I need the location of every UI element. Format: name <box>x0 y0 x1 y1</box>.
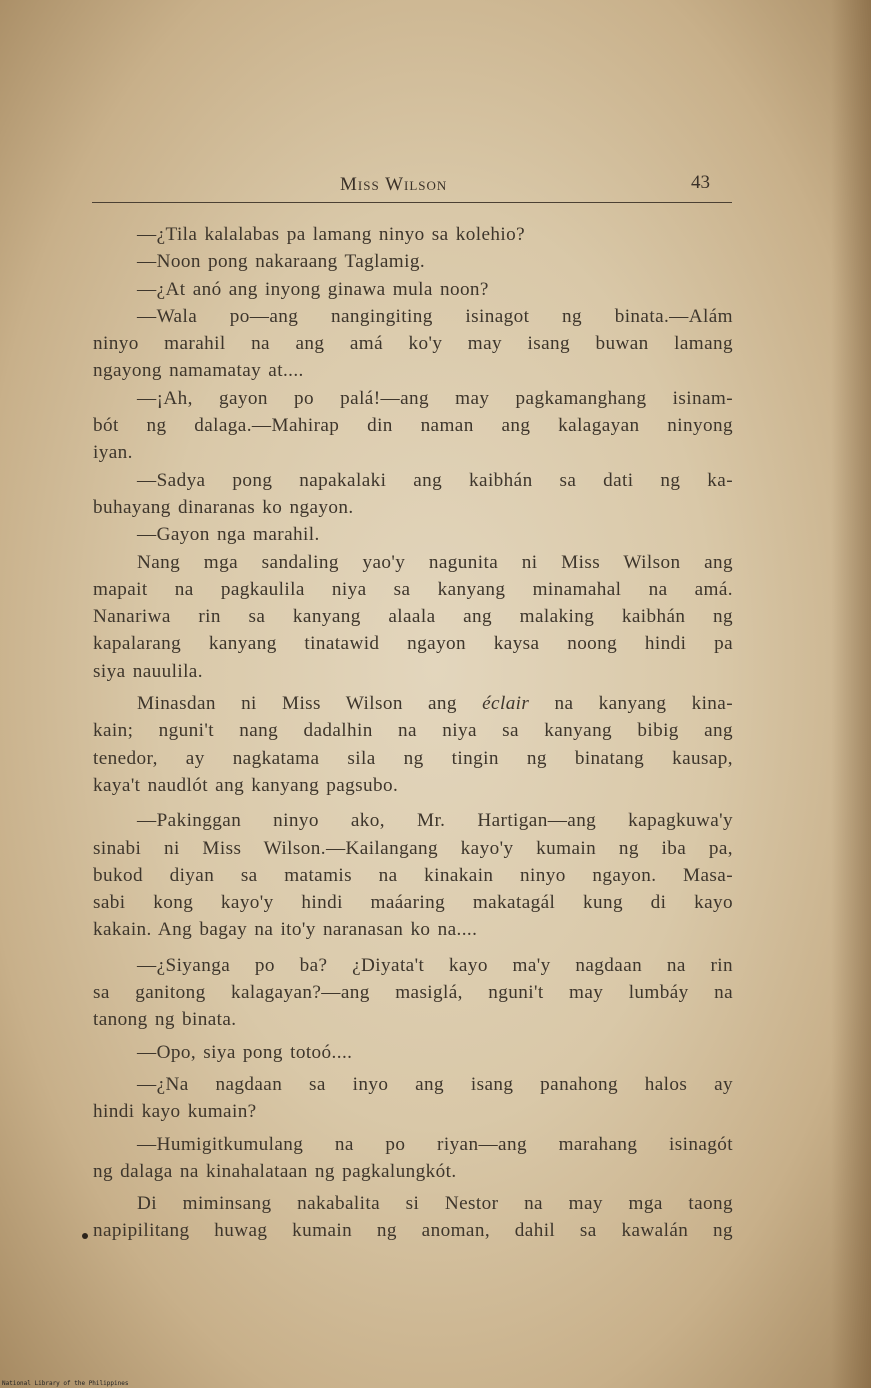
text-line: —¿Na nagdaan sa inyo ang isang panahong halos ay <box>137 1073 733 1095</box>
paragraph <box>93 952 733 1034</box>
text-line: —¡Ah, gayon po palá!—ang may pagkamanghang isinam- <box>137 387 733 409</box>
text-line: tenedor, ay nagkatama sila ng tingin ng binatang kausap, <box>93 747 733 769</box>
text-line: Nanariwa rin sa kanyang alaala ang malaking kaibhán ng <box>93 606 733 628</box>
paragraph <box>93 1039 733 1066</box>
paragraph <box>93 1071 733 1126</box>
text-line: sinabi ni Miss Wilson.—Kailangang kayo'y kumain ng iba pa, <box>93 837 733 859</box>
running-header <box>92 168 732 203</box>
text-line: —Opo, siya pong totoó.... <box>137 1041 353 1063</box>
text-line: ngayong namamatay at.... <box>93 360 304 382</box>
text-line: —¿Siyanga po ba? ¿Diyata't kayo ma'y nagdaan na rin <box>137 954 733 976</box>
text-line: Nang mga sandaling yao'y nagunita ni Miss Wilson ang <box>137 551 733 573</box>
page-number: 43 <box>691 172 710 193</box>
paragraph <box>93 1190 733 1245</box>
text-line: buhayang dinaranas ko ngayon. <box>93 496 354 518</box>
text-line: —¿At anó ang inyong ginawa mula noon? <box>137 278 489 300</box>
text-line: —Pakinggan ninyo ako, Mr. Hartigan—ang kapagkuwa'y <box>137 810 733 832</box>
text-line: ng dalaga na kinahalataan ng pagkalungkót. <box>93 1160 457 1182</box>
paragraph <box>93 1131 733 1186</box>
text-line: —Gayon nga marahil. <box>137 524 320 546</box>
text-line: iyan. <box>93 442 133 464</box>
paragraph <box>93 521 733 548</box>
text-line: kaya't naudlót ang kanyang pagsubo. <box>93 774 399 796</box>
text-line: Di miminsang nakabalita si Nestor na may mga taong <box>137 1193 733 1215</box>
paragraph <box>93 248 733 275</box>
text-line: —Wala po—ang nangingiting isinagot ng binata.—Alám <box>137 305 733 327</box>
text-line: —Noon pong nakaraang Taglamig. <box>137 251 426 273</box>
library-footer: National Library of the Philippines <box>2 1380 129 1387</box>
text-line: —Humigitkumulang na po riyan—ang marahang isinagót <box>137 1133 733 1155</box>
text-line: mapait na pagkaulila niya sa kanyang minamahal na amá. <box>93 578 733 600</box>
paragraph <box>93 690 733 799</box>
text-line: —Sadya pong napakalaki ang kaibhán sa dati ng ka- <box>137 469 733 491</box>
text-line: —¿Tila kalalabas pa lamang ninyo sa kolehio? <box>137 224 526 245</box>
text-line: kapalarang kanyang tinatawid ngayon kaysa noong hindi pa <box>93 633 733 655</box>
text-line: tanong ng binata. <box>93 1009 237 1031</box>
text-line: ninyo marahil na ang amá ko'y may isang buwan lamang <box>93 333 733 355</box>
page-text <box>93 221 733 1245</box>
text-line: siya nauulila. <box>93 660 203 682</box>
text-line: sa ganitong kalagayan?—ang masiglá, nguni't may lumbáy na <box>93 982 733 1004</box>
paragraph <box>93 385 733 467</box>
text-line <box>93 690 733 717</box>
text-line: bót ng dalaga.—Mahirap din naman ang kalagayan ninyong <box>93 415 733 437</box>
text-line: kakain. Ang bagay na ito'y naranasan ko na.... <box>93 919 478 941</box>
text-segment: na kanyang kina- <box>529 693 734 715</box>
paragraph <box>93 276 733 303</box>
paragraph <box>93 303 733 385</box>
text-line: bukod diyan sa matamis na kinakain ninyo ngayon. Masa- <box>93 864 733 886</box>
text-line: sabi kong kayo'y hindi maáaring makatagál kung di kayo <box>93 892 733 914</box>
text-segment: Minasdan ni Miss Wilson ang <box>137 693 483 715</box>
page-edge-shadow <box>831 0 871 1388</box>
text-line: hindi kayo kumain? <box>93 1101 257 1123</box>
paragraph <box>93 467 733 522</box>
text-line: kain; nguni't nang dadalhin na niya sa kanyang bibig ang <box>93 720 733 742</box>
text-line: napipilitang huwag kumain ng anoman, dahil sa kawalán ng <box>93 1220 733 1242</box>
ink-dot <box>82 1233 88 1239</box>
italic-word: éclair <box>482 693 530 715</box>
paragraph <box>93 221 733 248</box>
running-title: Miss Wilson <box>340 174 448 195</box>
paragraph <box>93 807 733 943</box>
paragraph <box>93 549 733 685</box>
